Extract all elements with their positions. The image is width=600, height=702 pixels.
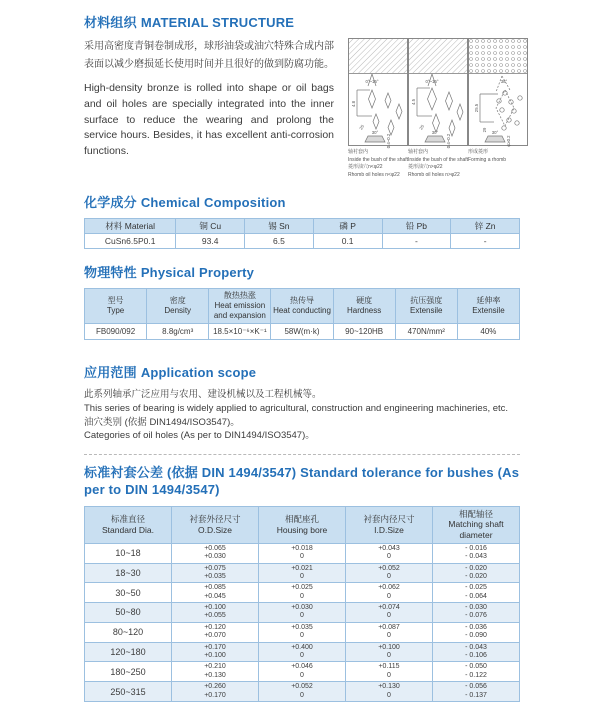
tolerance-value: +0.120 [204,623,226,631]
column-header [451,219,520,234]
tolerance-value: 0 [300,671,304,679]
text-line: Rhomb oil holes n<φ22 [348,171,400,178]
table-cell [346,642,433,662]
column-header [346,506,433,543]
table-cell [346,603,433,623]
table-cell: 18~30 [85,563,172,583]
side-label: φ≥0.2 [506,135,511,147]
diagram-oil-holes-1 [348,38,408,179]
table-cell [259,642,346,662]
tolerance-value: - 0.056 [465,683,487,691]
text-line: 轴衬套内 [348,149,369,155]
angle-label: 38° [500,79,508,84]
header-line: 热传导 [289,296,314,305]
dimension-label: 25 [418,123,426,131]
tolerance-value: - 0.020 [465,572,487,580]
header-line: 硬度 [356,296,373,305]
column-header [85,289,147,324]
tolerance-value: 0 [300,652,304,660]
dimension-label: 29 [482,127,487,133]
physical-property-table [84,288,520,340]
table-cell: 50~80 [85,603,172,623]
table-cell [259,682,346,702]
bush-cross-section-diagram [408,38,468,149]
tolerance-value: 0 [300,632,304,640]
header-line: 标准直径 [110,514,145,525]
table-cell [172,682,259,702]
table-cell [346,543,433,563]
column-header [172,506,259,543]
section-application-scope [84,362,520,443]
tolerance-value: 0 [387,592,391,600]
tolerance-value: - 0.043 [465,553,487,561]
heading-en: MATERIAL STRUCTURE [140,15,295,30]
standard-tolerance-heading: 标准衬套公差 (依据 DIN 1494/3547) Standard tolerance for bushes (As per to DIN 1494/3547) [84,465,520,497]
header-line: 材料 Material [105,221,155,231]
physical-property-heading [84,262,520,281]
table-cell: 40% [457,324,519,340]
text-line: Forming a rhomb [468,156,507,163]
table-cell: 30~50 [85,583,172,603]
table-cell [172,563,259,583]
header-row [85,219,520,234]
table-cell: 8.8g/cm³ [147,324,209,340]
header-line: 延伸率 [476,296,501,305]
header-line: 磷 P [339,221,356,231]
table-cell: 470N/mm² [395,324,457,340]
table-row [85,563,520,583]
side-label: 0.4~0.2 [386,133,391,149]
table-cell [433,543,520,563]
table-cell: 58W(m·k) [271,324,333,340]
table-cell: FB090/092 [85,324,147,340]
table-cell: CuSn6.5P0.1 [85,234,176,249]
text-line: Inside the bush of the shaft [408,156,469,163]
chemical-composition-heading [84,192,520,211]
tolerance-value: +0.062 [378,584,400,592]
header-line: 散热热涨 [223,291,256,300]
tolerance-value: +0.055 [204,612,226,620]
diagram-caption [348,149,408,179]
table-cell [259,622,346,642]
table-cell [346,682,433,702]
material-paragraph-zh: 采用高密度青铜卷制成形，球形油袋或油穴特殊合成内部表面以减少磨损延长使用时间并且很好的做到防腐功能。 [84,41,334,70]
header-line: 相配座孔 [284,514,319,525]
heading-en: Physical Property [140,265,255,280]
tolerance-value: - 0.076 [465,612,487,620]
table-cell [346,662,433,682]
text-line: 菱形油穴n>φ22 [408,164,443,170]
table-cell [259,543,346,563]
table-cell [172,642,259,662]
column-header [433,506,520,543]
heading-zh: 应用范围 [84,365,137,380]
table-cell [346,563,433,583]
tolerance-value: +0.260 [204,683,226,691]
text-line: 此系列轴承广泛应用与农用、建设机械以及工程机械等。 [84,389,322,400]
section-physical-property [84,262,520,340]
header-line: Housing bore [276,524,328,535]
table-row [85,642,520,662]
tolerance-value: +0.035 [204,572,226,580]
tolerance-value: 0 [387,652,391,660]
rhomb-forming-diagram [468,38,528,146]
tolerance-value: +0.210 [204,663,226,671]
tolerance-value: +0.115 [378,663,400,671]
header-line: Type [106,306,125,315]
angle-label: 0°~15° [365,79,379,84]
heading-zh: 化学成分 [84,195,137,210]
header-line: 铜 Cu [199,221,222,231]
dashed-divider [84,454,520,455]
table-cell: 10~18 [85,543,172,563]
column-header [176,219,245,234]
column-header [85,506,172,543]
dimension-label: 4.8 [351,101,356,107]
diagram-rhomb-forming [468,38,528,179]
tolerance-value: +0.075 [204,564,226,572]
text-line: 油穴类别 (依据 DIN1494/ISO3547)。 [84,416,240,428]
tolerance-value: - 0.106 [465,652,487,660]
header-line: 型号 [107,296,124,305]
tolerance-value: +0.100 [204,604,226,612]
tolerance-value: - 0.043 [465,643,487,651]
heading-zh: 材料组织 [84,15,137,30]
table-cell [172,583,259,603]
tolerance-value: +0.025 [291,584,313,592]
heading-en: Application scope [140,365,257,380]
tolerance-value: - 0.122 [465,671,487,679]
bush-cross-section-diagram [348,38,408,149]
column-header [382,219,451,234]
material-structure-text [84,38,334,160]
tolerance-value: +0.170 [204,691,226,699]
table-cell [172,622,259,642]
table-cell: 0.1 [313,234,382,249]
application-scope-text [84,388,520,443]
table-cell: - [382,234,451,249]
text-line: Inside the bush of the shaft [348,156,409,163]
table-cell: 93.4 [176,234,245,249]
tolerance-value: 0 [300,612,304,620]
header-line: 衬套内径尺寸 [363,514,415,525]
table-cell: 180~250 [85,662,172,682]
table-cell [346,583,433,603]
table-cell [259,563,346,583]
table-cell [433,642,520,662]
tolerance-value: +0.052 [378,564,400,572]
header-row [85,289,520,324]
table-row [85,324,520,340]
header-line: Extensile [472,306,505,315]
text-line: Categories of oil holes (As per to DIN1494/ISO3547)。 [84,430,315,442]
table-cell: - [451,234,520,249]
table-cell: 80~120 [85,622,172,642]
tolerance-value: +0.074 [378,604,400,612]
table-row [85,622,520,642]
table-cell [433,682,520,702]
section-standard-tolerance [84,465,520,702]
side-label: 0.4~0.2 [446,133,451,149]
header-line: 锌 Zn [474,221,496,231]
material-structure-figures [334,38,528,179]
tolerance-value: 0 [300,691,304,699]
column-header [147,289,209,324]
tolerance-value: +0.021 [291,564,313,572]
section-chemical-composition [84,192,520,249]
tolerance-value: +0.030 [291,604,313,612]
dimension-label: 25 [358,123,366,131]
table-cell [259,583,346,603]
header-line: O.D.Size [197,524,232,535]
tolerance-value: +0.052 [291,683,313,691]
header-line: 相配轴径 [458,508,493,519]
section-material-structure [84,12,520,179]
tolerance-value: - 0.025 [465,584,487,592]
table-cell [259,662,346,682]
diagram-oil-holes-2 [408,38,468,179]
column-header [245,219,314,234]
tolerance-value: 0 [387,632,391,640]
dimension-label: 4.5 [411,99,416,105]
tolerance-value: - 0.020 [465,564,487,572]
text-line: 形成菱形 [468,149,489,155]
tolerance-value: +0.130 [204,671,226,679]
text-line: 轴衬套内 [408,149,429,155]
table-row [85,583,520,603]
tolerance-value: +0.035 [291,623,313,631]
column-header [313,219,382,234]
tolerance-value: +0.046 [291,663,313,671]
tolerance-value: 0 [387,691,391,699]
tolerance-value: 0 [387,612,391,620]
diagram-caption [408,149,468,179]
tolerance-value: +0.018 [291,544,313,552]
table-cell [346,622,433,642]
column-header [271,289,333,324]
heading-zh: 物理特性 [84,265,137,280]
table-cell [433,583,520,603]
tolerance-value: 0 [300,572,304,580]
table-cell [433,563,520,583]
tolerance-value: - 0.137 [465,691,487,699]
column-header [395,289,457,324]
diagram-caption [468,149,528,164]
tolerance-value: +0.085 [204,584,226,592]
tolerance-value: - 0.050 [465,663,487,671]
table-cell: 6.5 [245,234,314,249]
text-line: 菱形油穴n<φ22 [348,164,383,170]
base-angle-label: 30° [491,130,499,135]
application-scope-heading [84,362,520,381]
tolerance-value: 0 [387,671,391,679]
header-line: 衬套外径尺寸 [189,514,241,525]
tolerance-value: +0.100 [204,652,226,660]
tolerance-value: +0.043 [378,544,400,552]
table-cell: 250~315 [85,682,172,702]
table-cell [433,603,520,623]
header-line: 抗压强度 [410,296,443,305]
header-row [85,506,520,543]
table-cell: 90~120HB [333,324,395,340]
column-header [457,289,519,324]
tolerance-value: 0 [300,553,304,561]
tolerance-value: +0.087 [378,623,400,631]
tolerance-value: +0.070 [204,632,226,640]
header-line: 密度 [169,296,186,305]
tolerance-value: +0.130 [378,683,400,691]
tolerance-value: - 0.090 [465,632,487,640]
table-cell: 18.5×10⁻⁶×K⁻¹ [209,324,271,340]
table-cell [172,662,259,682]
table-row [85,543,520,563]
tolerance-value: 0 [300,592,304,600]
header-line: Matching shaft diameter [448,519,504,541]
table-cell [433,622,520,642]
table-cell [172,543,259,563]
chemical-composition-table [84,218,520,249]
tolerance-value: +0.170 [204,643,226,651]
table-cell: 120~180 [85,642,172,662]
header-line: Density [164,306,192,315]
table-cell [259,603,346,623]
tolerance-value: +0.045 [204,592,226,600]
base-angle-label: 30° [431,130,439,135]
tolerance-value: +0.400 [291,643,313,651]
table-row [85,603,520,623]
tolerance-value: +0.100 [378,643,400,651]
header-line: Heat emission and expansion [213,301,266,320]
column-header [85,219,176,234]
dimension-label: 25.5 [474,103,479,113]
tolerance-value: - 0.064 [465,592,487,600]
text-line: This series of bearing is widely applied to agricultural, construction and engineering machineries, etc. [84,402,509,414]
header-line: 锡 Sn [268,221,290,231]
header-line: Extensile [410,306,443,315]
header-line: Standard Dia. [102,524,154,535]
tolerance-value: - 0.016 [465,544,487,552]
text-line: Rhomb oil holes n>φ22 [408,171,460,178]
material-paragraph-en: High-density bronze is rolled into shape or oil bags and oil holes are specially integrated into the inner surface to reduce the wearing and prolong the service hours. Besides, it has excellent anti-corrosion functions. [84,82,334,157]
table-cell [172,603,259,623]
column-header [333,289,395,324]
table-row [85,682,520,702]
column-header [259,506,346,543]
table-row [85,662,520,682]
column-header [209,289,271,324]
material-structure-heading [84,12,520,31]
heading-en: Chemical Composition [140,195,286,210]
tolerance-value: 0 [387,553,391,561]
tolerance-value: 0 [387,572,391,580]
table-cell [433,662,520,682]
table-row [85,234,520,249]
angle-label: 0°~15° [425,79,439,84]
header-line: I.D.Size [374,524,404,535]
base-angle-label: 30° [371,130,379,135]
header-line: Hardness [347,306,382,315]
tolerance-value: - 0.036 [465,623,487,631]
header-line: 铅 Pb [405,221,427,231]
header-line: Heat conducting [273,306,331,315]
tolerance-table [84,506,520,702]
tolerance-value: - 0.030 [465,604,487,612]
tolerance-value: +0.065 [204,544,226,552]
tolerance-value: +0.030 [204,553,226,561]
